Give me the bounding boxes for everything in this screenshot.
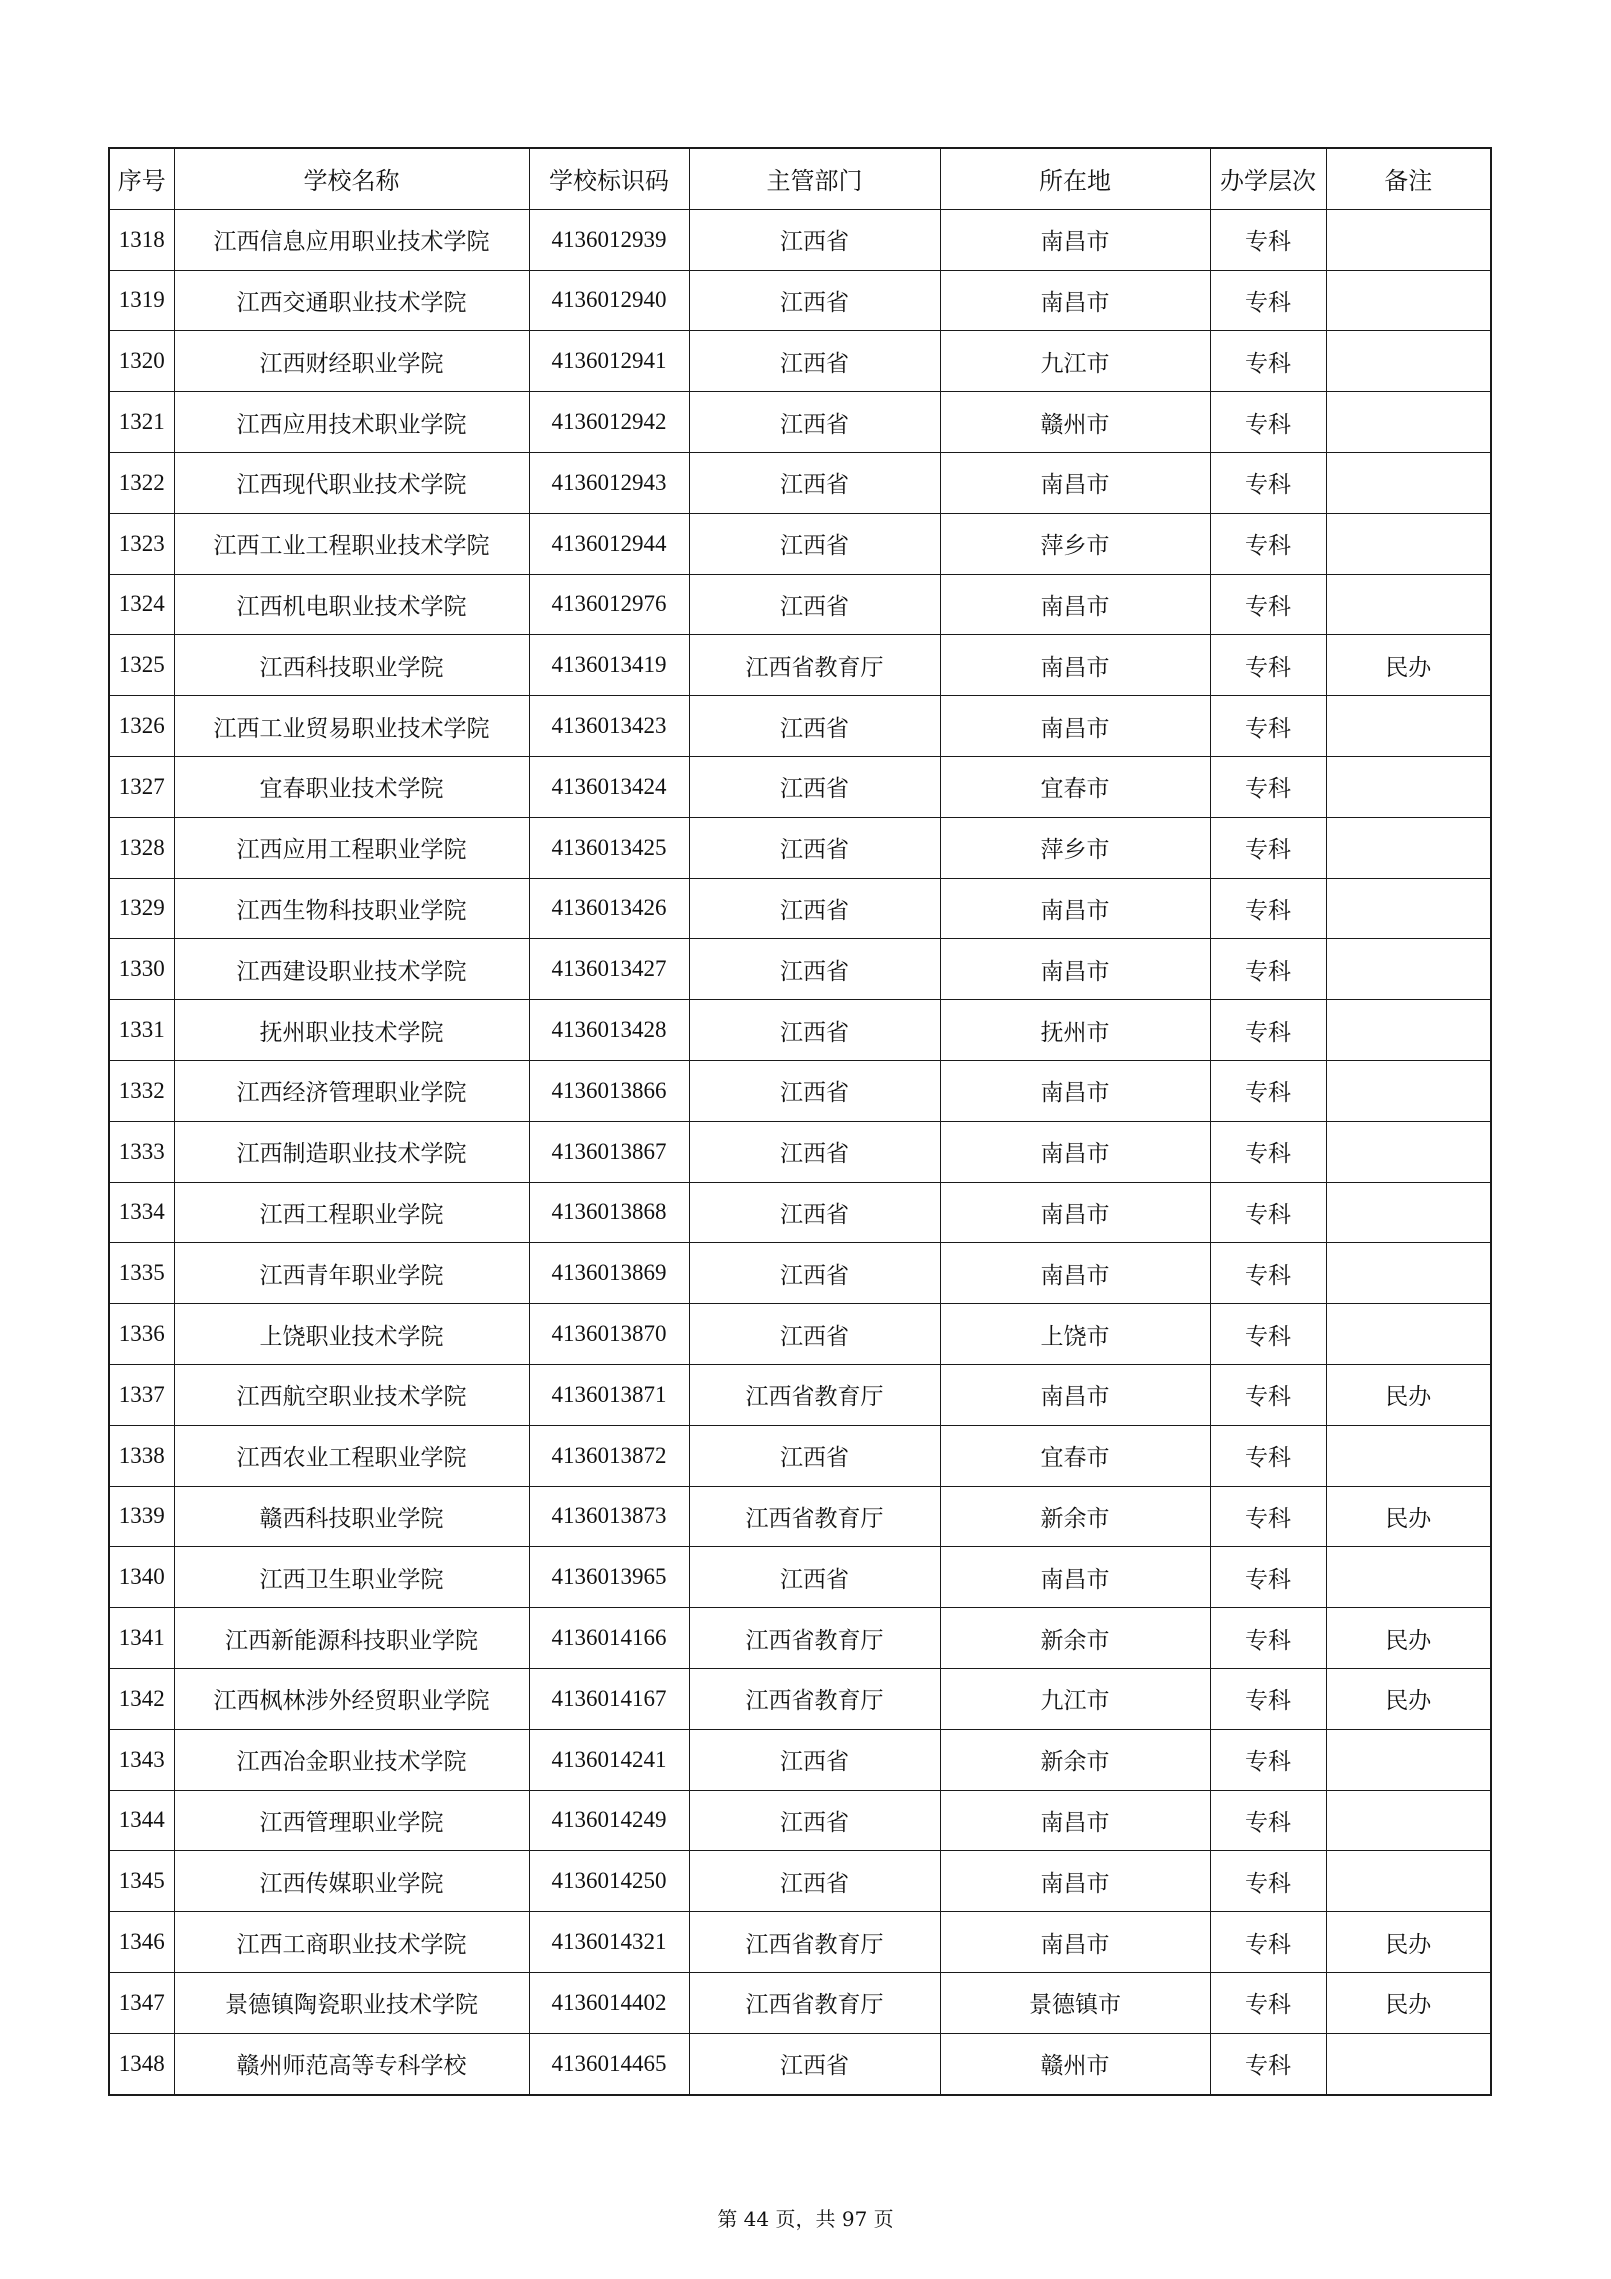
cell-note (1326, 939, 1491, 1000)
cell-index: 1338 (109, 1425, 174, 1486)
cell-department: 江西省 (689, 939, 940, 1000)
cell-school-code: 4136014167 (529, 1668, 689, 1729)
cell-school-name: 江西建设职业技术学院 (174, 939, 529, 1000)
cell-index: 1328 (109, 817, 174, 878)
cell-index: 1327 (109, 756, 174, 817)
cell-note (1326, 392, 1491, 453)
cell-department: 江西省 (689, 452, 940, 513)
cell-level: 专科 (1210, 1912, 1326, 1973)
cell-location: 南昌市 (940, 1364, 1210, 1425)
cell-school-name: 江西新能源科技职业学院 (174, 1608, 529, 1669)
cell-location: 南昌市 (940, 1851, 1210, 1912)
cell-department: 江西省 (689, 1060, 940, 1121)
cell-note (1326, 513, 1491, 574)
cell-location: 九江市 (940, 1668, 1210, 1729)
cell-school-name: 江西卫生职业学院 (174, 1547, 529, 1608)
cell-index: 1323 (109, 513, 174, 574)
cell-school-code: 4136014321 (529, 1912, 689, 1973)
cell-note (1326, 878, 1491, 939)
header-level: 办学层次 (1210, 148, 1326, 209)
cell-note: 民办 (1326, 1608, 1491, 1669)
cell-level: 专科 (1210, 1060, 1326, 1121)
table-row (109, 513, 1491, 574)
cell-index: 1329 (109, 878, 174, 939)
cell-index: 1348 (109, 2033, 174, 2094)
cell-level: 专科 (1210, 1243, 1326, 1304)
cell-location: 南昌市 (940, 1912, 1210, 1973)
cell-location: 南昌市 (940, 1547, 1210, 1608)
cell-index: 1336 (109, 1304, 174, 1365)
cell-school-name: 江西枫林涉外经贸职业学院 (174, 1668, 529, 1729)
cell-note: 民办 (1326, 1486, 1491, 1547)
cell-index: 1346 (109, 1912, 174, 1973)
cell-level: 专科 (1210, 2033, 1326, 2094)
cell-location: 赣州市 (940, 2033, 1210, 2094)
cell-location: 南昌市 (940, 635, 1210, 696)
header-row (109, 148, 1491, 209)
cell-note: 民办 (1326, 1972, 1491, 2033)
cell-location: 南昌市 (940, 1790, 1210, 1851)
header-note: 备注 (1326, 148, 1491, 209)
cell-index: 1333 (109, 1121, 174, 1182)
cell-note: 民办 (1326, 1668, 1491, 1729)
cell-school-name: 江西制造职业技术学院 (174, 1121, 529, 1182)
cell-department: 江西省 (689, 817, 940, 878)
header-school-name: 学校名称 (174, 148, 529, 209)
page-footer: 第 44 页，共 97 页 (717, 2207, 894, 2231)
cell-school-code: 4136014250 (529, 1851, 689, 1912)
cell-level: 专科 (1210, 1486, 1326, 1547)
cell-school-code: 4136014166 (529, 1608, 689, 1669)
cell-department: 江西省 (689, 1790, 940, 1851)
cell-location: 萍乡市 (940, 513, 1210, 574)
cell-school-name: 赣州师范高等专科学校 (174, 2033, 529, 2094)
cell-school-name: 抚州职业技术学院 (174, 1000, 529, 1061)
cell-level: 专科 (1210, 270, 1326, 331)
cell-school-code: 4136013867 (529, 1121, 689, 1182)
cell-location: 宜春市 (940, 756, 1210, 817)
cell-note (1326, 696, 1491, 757)
cell-school-code: 4136013426 (529, 878, 689, 939)
table-row (109, 635, 1491, 696)
cell-department: 江西省 (689, 1243, 940, 1304)
cell-level: 专科 (1210, 1304, 1326, 1365)
cell-location: 南昌市 (940, 1060, 1210, 1121)
cell-index: 1344 (109, 1790, 174, 1851)
cell-note: 民办 (1326, 635, 1491, 696)
cell-school-code: 4136013869 (529, 1243, 689, 1304)
cell-department: 江西省 (689, 574, 940, 635)
cell-location: 九江市 (940, 331, 1210, 392)
cell-school-name: 江西信息应用职业技术学院 (174, 209, 529, 270)
cell-level: 专科 (1210, 1182, 1326, 1243)
cell-department: 江西省 (689, 1425, 940, 1486)
cell-location: 南昌市 (940, 452, 1210, 513)
cell-school-code: 4136013868 (529, 1182, 689, 1243)
cell-department: 江西省 (689, 270, 940, 331)
cell-location: 南昌市 (940, 939, 1210, 1000)
table-row (109, 878, 1491, 939)
cell-index: 1340 (109, 1547, 174, 1608)
cell-note (1326, 1000, 1491, 1061)
header-department: 主管部门 (689, 148, 940, 209)
cell-location: 南昌市 (940, 878, 1210, 939)
cell-location: 上饶市 (940, 1304, 1210, 1365)
cell-location: 南昌市 (940, 209, 1210, 270)
header-index: 序号 (109, 148, 174, 209)
cell-school-code: 4136013423 (529, 696, 689, 757)
cell-index: 1318 (109, 209, 174, 270)
cell-school-code: 4136014249 (529, 1790, 689, 1851)
table-row (109, 1912, 1491, 1973)
cell-school-code: 4136013425 (529, 817, 689, 878)
table-row (109, 1364, 1491, 1425)
cell-department: 江西省 (689, 1121, 940, 1182)
cell-index: 1339 (109, 1486, 174, 1547)
table-row (109, 1729, 1491, 1790)
cell-school-code: 4136012939 (529, 209, 689, 270)
cell-school-code: 4136013965 (529, 1547, 689, 1608)
cell-location: 南昌市 (940, 1121, 1210, 1182)
cell-department: 江西省教育厅 (689, 1668, 940, 1729)
table-row (109, 1000, 1491, 1061)
header-location: 所在地 (940, 148, 1210, 209)
cell-location: 南昌市 (940, 270, 1210, 331)
cell-index: 1347 (109, 1972, 174, 2033)
cell-note (1326, 756, 1491, 817)
cell-school-name: 江西科技职业学院 (174, 635, 529, 696)
cell-note (1326, 1790, 1491, 1851)
cell-note (1326, 1729, 1491, 1790)
cell-school-name: 江西机电职业技术学院 (174, 574, 529, 635)
cell-index: 1331 (109, 1000, 174, 1061)
cell-location: 南昌市 (940, 1243, 1210, 1304)
cell-note (1326, 1425, 1491, 1486)
cell-index: 1342 (109, 1668, 174, 1729)
cell-school-code: 4136013428 (529, 1000, 689, 1061)
cell-location: 新余市 (940, 1608, 1210, 1669)
cell-level: 专科 (1210, 209, 1326, 270)
cell-level: 专科 (1210, 1972, 1326, 2033)
cell-school-name: 江西传媒职业学院 (174, 1851, 529, 1912)
table-row (109, 1972, 1491, 2033)
cell-level: 专科 (1210, 878, 1326, 939)
table-row (109, 1425, 1491, 1486)
cell-location: 宜春市 (940, 1425, 1210, 1486)
cell-school-code: 4136013424 (529, 756, 689, 817)
cell-note (1326, 574, 1491, 635)
cell-note (1326, 1243, 1491, 1304)
cell-school-name: 江西生物科技职业学院 (174, 878, 529, 939)
cell-location: 新余市 (940, 1729, 1210, 1790)
cell-location: 南昌市 (940, 1182, 1210, 1243)
header-school-code: 学校标识码 (529, 148, 689, 209)
cell-level: 专科 (1210, 513, 1326, 574)
table-row (109, 1304, 1491, 1365)
table-row (109, 392, 1491, 453)
table-row (109, 1060, 1491, 1121)
cell-note (1326, 1060, 1491, 1121)
cell-school-name: 江西财经职业学院 (174, 331, 529, 392)
table-row (109, 1486, 1491, 1547)
cell-location: 南昌市 (940, 696, 1210, 757)
cell-school-name: 江西管理职业学院 (174, 1790, 529, 1851)
cell-level: 专科 (1210, 1364, 1326, 1425)
cell-note (1326, 1182, 1491, 1243)
cell-department: 江西省教育厅 (689, 1912, 940, 1973)
cell-school-code: 4136013427 (529, 939, 689, 1000)
cell-school-name: 江西工商职业技术学院 (174, 1912, 529, 1973)
cell-department: 江西省 (689, 392, 940, 453)
table-row (109, 696, 1491, 757)
cell-index: 1345 (109, 1851, 174, 1912)
cell-level: 专科 (1210, 1790, 1326, 1851)
table-row (109, 452, 1491, 513)
table-row (109, 1243, 1491, 1304)
table-row (109, 2033, 1491, 2094)
cell-note (1326, 1547, 1491, 1608)
cell-index: 1325 (109, 635, 174, 696)
cell-department: 江西省教育厅 (689, 1364, 940, 1425)
cell-index: 1321 (109, 392, 174, 453)
cell-level: 专科 (1210, 696, 1326, 757)
table-row (109, 1121, 1491, 1182)
cell-note (1326, 1304, 1491, 1365)
table-row (109, 1182, 1491, 1243)
cell-school-code: 4136013872 (529, 1425, 689, 1486)
cell-school-name: 江西应用工程职业学院 (174, 817, 529, 878)
table-row (109, 1790, 1491, 1851)
cell-note (1326, 2033, 1491, 2094)
table-row (109, 756, 1491, 817)
cell-note: 民办 (1326, 1364, 1491, 1425)
table-body (109, 209, 1491, 2094)
table-row (109, 270, 1491, 331)
cell-school-name: 赣西科技职业学院 (174, 1486, 529, 1547)
cell-school-code: 4136012944 (529, 513, 689, 574)
cell-department: 江西省 (689, 1729, 940, 1790)
cell-level: 专科 (1210, 574, 1326, 635)
cell-school-code: 4136012941 (529, 331, 689, 392)
cell-index: 1332 (109, 1060, 174, 1121)
table-row (109, 939, 1491, 1000)
cell-department: 江西省教育厅 (689, 1486, 940, 1547)
cell-department: 江西省 (689, 209, 940, 270)
cell-school-name: 江西应用技术职业学院 (174, 392, 529, 453)
cell-index: 1326 (109, 696, 174, 757)
cell-school-name: 江西冶金职业技术学院 (174, 1729, 529, 1790)
table-row (109, 1547, 1491, 1608)
cell-school-name: 江西经济管理职业学院 (174, 1060, 529, 1121)
cell-level: 专科 (1210, 452, 1326, 513)
cell-level: 专科 (1210, 1851, 1326, 1912)
cell-note (1326, 1851, 1491, 1912)
cell-department: 江西省 (689, 513, 940, 574)
cell-note (1326, 1121, 1491, 1182)
cell-department: 江西省 (689, 1851, 940, 1912)
table-row (109, 1668, 1491, 1729)
cell-level: 专科 (1210, 1729, 1326, 1790)
cell-note (1326, 209, 1491, 270)
cell-school-name: 景德镇陶瓷职业技术学院 (174, 1972, 529, 2033)
table-row (109, 209, 1491, 270)
cell-level: 专科 (1210, 817, 1326, 878)
cell-school-code: 4136013870 (529, 1304, 689, 1365)
cell-location: 南昌市 (940, 574, 1210, 635)
cell-index: 1341 (109, 1608, 174, 1669)
cell-index: 1335 (109, 1243, 174, 1304)
cell-school-code: 4136013873 (529, 1486, 689, 1547)
cell-school-code: 4136013871 (529, 1364, 689, 1425)
cell-school-code: 4136012976 (529, 574, 689, 635)
table-row (109, 1608, 1491, 1669)
cell-level: 专科 (1210, 1668, 1326, 1729)
cell-school-name: 江西工业工程职业技术学院 (174, 513, 529, 574)
cell-school-name: 江西交通职业技术学院 (174, 270, 529, 331)
cell-department: 江西省 (689, 1547, 940, 1608)
cell-note: 民办 (1326, 1912, 1491, 1973)
cell-school-code: 4136014241 (529, 1729, 689, 1790)
cell-level: 专科 (1210, 392, 1326, 453)
cell-school-name: 江西农业工程职业学院 (174, 1425, 529, 1486)
cell-level: 专科 (1210, 1547, 1326, 1608)
cell-department: 江西省 (689, 696, 940, 757)
school-list-table (108, 147, 1492, 2096)
cell-school-code: 4136014465 (529, 2033, 689, 2094)
cell-department: 江西省教育厅 (689, 635, 940, 696)
cell-school-code: 4136012940 (529, 270, 689, 331)
cell-index: 1343 (109, 1729, 174, 1790)
cell-department: 江西省 (689, 878, 940, 939)
cell-level: 专科 (1210, 1121, 1326, 1182)
cell-department: 江西省教育厅 (689, 1972, 940, 2033)
table-header (109, 148, 1491, 209)
cell-location: 景德镇市 (940, 1972, 1210, 2033)
cell-index: 1319 (109, 270, 174, 331)
table-row (109, 817, 1491, 878)
cell-level: 专科 (1210, 939, 1326, 1000)
cell-location: 抚州市 (940, 1000, 1210, 1061)
cell-location: 新余市 (940, 1486, 1210, 1547)
cell-level: 专科 (1210, 331, 1326, 392)
cell-note (1326, 452, 1491, 513)
cell-school-name: 江西工业贸易职业技术学院 (174, 696, 529, 757)
cell-department: 江西省 (689, 331, 940, 392)
cell-index: 1320 (109, 331, 174, 392)
cell-school-code: 4136012943 (529, 452, 689, 513)
cell-level: 专科 (1210, 1000, 1326, 1061)
cell-note (1326, 817, 1491, 878)
cell-department: 江西省 (689, 756, 940, 817)
cell-index: 1337 (109, 1364, 174, 1425)
cell-location: 赣州市 (940, 392, 1210, 453)
table-row (109, 331, 1491, 392)
cell-department: 江西省 (689, 2033, 940, 2094)
cell-school-code: 4136014402 (529, 1972, 689, 2033)
cell-level: 专科 (1210, 756, 1326, 817)
cell-note (1326, 331, 1491, 392)
cell-school-code: 4136012942 (529, 392, 689, 453)
cell-department: 江西省 (689, 1000, 940, 1061)
cell-level: 专科 (1210, 1425, 1326, 1486)
cell-school-name: 江西工程职业学院 (174, 1182, 529, 1243)
cell-school-name: 江西青年职业学院 (174, 1243, 529, 1304)
cell-department: 江西省教育厅 (689, 1608, 940, 1669)
cell-level: 专科 (1210, 1608, 1326, 1669)
cell-school-name: 上饶职业技术学院 (174, 1304, 529, 1365)
cell-location: 萍乡市 (940, 817, 1210, 878)
cell-index: 1322 (109, 452, 174, 513)
cell-school-name: 宜春职业技术学院 (174, 756, 529, 817)
cell-school-code: 4136013419 (529, 635, 689, 696)
cell-school-code: 4136013866 (529, 1060, 689, 1121)
table-row (109, 1851, 1491, 1912)
cell-index: 1324 (109, 574, 174, 635)
table-row (109, 574, 1491, 635)
cell-index: 1330 (109, 939, 174, 1000)
cell-index: 1334 (109, 1182, 174, 1243)
cell-department: 江西省 (689, 1304, 940, 1365)
cell-department: 江西省 (689, 1182, 940, 1243)
cell-school-name: 江西现代职业技术学院 (174, 452, 529, 513)
cell-note (1326, 270, 1491, 331)
cell-level: 专科 (1210, 635, 1326, 696)
cell-school-name: 江西航空职业技术学院 (174, 1364, 529, 1425)
